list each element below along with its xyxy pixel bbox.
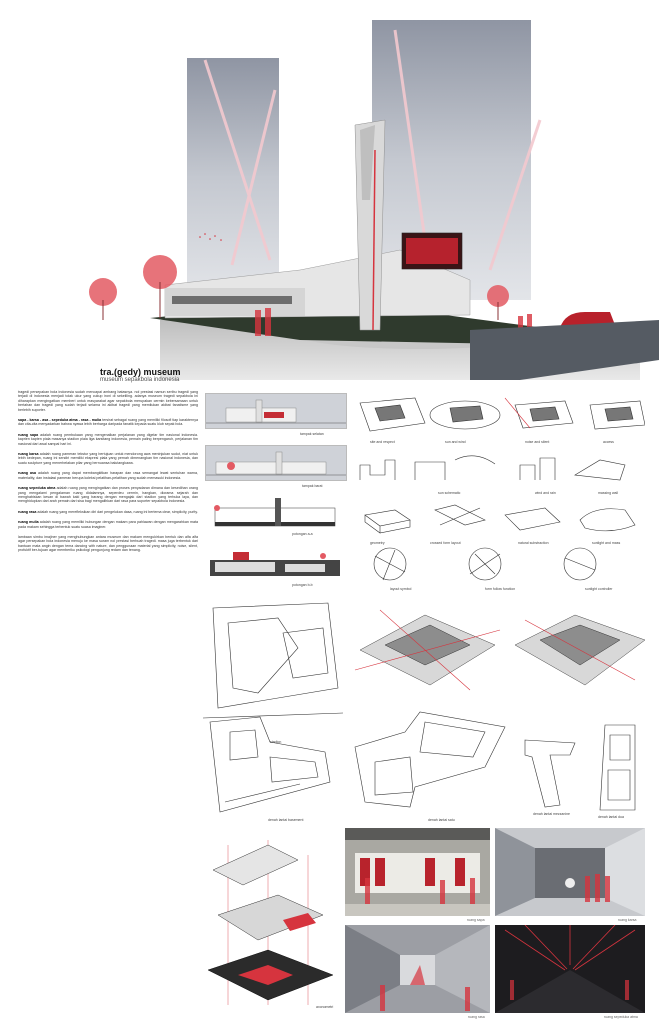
diagram-row-form [355, 500, 645, 538]
section-a-a [205, 496, 345, 530]
diagram-massing-caption: massing wall [598, 491, 619, 495]
section-a-a-caption: potongan a-a [292, 532, 313, 536]
interior-ruang-sepeduka-atma [495, 925, 645, 1013]
description-column [18, 390, 198, 559]
paragraph-ruang-mulia: ruang mulia adalah ruang yang memiliki hubungan dengan makam para pahlawan dengan mengarahkan mata pada makam sehingga terbentuk suatu suasa imaginer. [18, 520, 198, 529]
interior-ruang-karsa [495, 828, 645, 916]
section-b-b-caption: potongan b-b [292, 583, 313, 587]
paragraph-ruang-sepeduka-atma: ruang sepeduka atma adalah ruang yang mengingatkan dan proses penyadaran dimana dan kesedihan orang yang mengalami pengalaman ruang didalamnya, seperdeu cermin, hangkan, diorama sejarah dan menghabiskan kesan di bawah kaki yang barang dengan mengajak dari stadion yang terbuka laya, dan menghidupkan dari arah pemain dari sisa bagi mengalihkan dari rasa para suporter sepakbola indonesia. [18, 486, 199, 504]
plan-mezzanine [520, 735, 580, 810]
diagram-sunlight-controller-caption: sunlight controller [585, 587, 613, 591]
plan-second-caption: denah lantai dua [598, 815, 624, 819]
paragraph-ruang-rasa: ruang rasa adalah ruang yang merefleksikan diri dari pengelukan dasa, ruang ini bertema clear, simplicity, purity. [18, 509, 198, 514]
diagram-row-symbol [365, 546, 645, 584]
axonometric-label: axonometri [316, 1005, 334, 1009]
plan-basement-caption: denah lantai basement [268, 818, 304, 822]
diagram-sunlight-mass-caption: sunlight and mass [592, 541, 621, 545]
interior-ruang-rasa-caption: ruang rasa [468, 1015, 485, 1019]
interior-ruang-rasa [345, 925, 490, 1013]
diagram-row-climate [355, 450, 645, 488]
interior-ruang-karsa-caption: ruang karsa [618, 918, 637, 922]
diagram-noise-caption: noise and silent [525, 440, 550, 444]
paragraph-simbu-imajiner: lambaan simbu imajiner yang menghubungkan antara museum dan makam mengukirkan bentuk dan alfa alfa agar persepakan bola indonesia menuju ke masa suram nol prestasi berbuah tragedi. masa juga terbentuk dari bantuan mata angin dengan tema dancing with nature, dan penggunaan material yang simplicity, noise, silent, profuktif ber-tujuan agar memberiku psikologi pengunjung redam dan tenang. [18, 534, 198, 553]
interior-ruang-sapa-caption: ruang sapa [467, 918, 485, 922]
exploded-axonometric [198, 835, 340, 1015]
elevation-west [205, 445, 347, 481]
diagram-substraction-caption: natural substraction [518, 541, 549, 545]
paragraph-intro: tragedi persepakan bola indonesia sudah mencapai ambang batasnya. nol prestasi namun seribu tragedi yang terjadi di indonesia menjadi tolak ukur yang cukup ironi di sekeliling. adanya museum tragedi sepakbola ini diharapkan mengingatkan memberi untuk masyarakat agar sepakbola merupakan cermin kebersamaan untuk bertahan dan tragedi yang sudah terjadi selama ini akibat tragedi yang memilukan akibat fanatisme yang berlebih suporter. [18, 390, 198, 412]
diagram-row-site [355, 393, 645, 438]
plan-ground-caption: denah lantai satu [428, 818, 455, 822]
diagram-layout-symbol-caption: layout symbol [390, 587, 412, 591]
diagram-form-function-caption: form follow function [485, 587, 516, 591]
diagram-access-caption: access [603, 440, 614, 444]
diagram-geometry-caption: geometry [370, 541, 385, 545]
diagram-wind-rain-caption: wind and rain [535, 491, 556, 495]
section-b-b [205, 546, 345, 580]
plan-second [590, 720, 645, 815]
plan-ground [345, 707, 515, 817]
elevation-south [205, 393, 347, 429]
paragraph-ruang-sapa: ruang sapa adalah ruang pembukaan yang mengenalkan perjalanan yang digelar tim nasional indonesia. kaprien kapten piala masanya stadion piala liga karsitang indonesia, pemain paling berpengaruh, perjalanan tim nasional dari awal sampai hari ini. [18, 432, 198, 446]
axo-view-1 [350, 600, 505, 700]
hero-render [0, 0, 659, 380]
site-plan-label: stadion [270, 740, 282, 744]
axo-view-2 [505, 600, 653, 700]
project-title: tra.(gedy) museum [100, 367, 181, 377]
elevation-south-caption: tampak selatan [300, 432, 324, 436]
elevation-west-caption: tampak barat [302, 484, 323, 488]
plan-basement [200, 712, 340, 817]
paragraph-philosophy: sapa - karsa - asa - sepeduka atma - rasa - mulia tersirat sebagai ruang yang memiliki filosofi tiap karakternya dan cita-cita menyadarkan bahwa nyawa lebih berharga daripada fanatik kepada suatu klub sepak bola. [18, 418, 199, 427]
paragraph-ruang-karsa: ruang karsa adalah ruang pameran tekstur yang bertujuan untuk mendorong awa meninjukan sudut, niat untuk lebih kedepan, ruang ini sendiri memiliki ekspresi piala yang pernah dimenangkan tim nasional indonesia, dan suatu sculpture yang menerbelakan pilar yang bernuansa balutangkawa. [18, 452, 198, 465]
paragraph-ruang-asa: ruang asa adalah ruang yang dapat membangkitkan harapan dan rasa semangat lewat sentuhan warna, materiality, dan instalasi pameran berupa koleksi pelatihan-pelatihan yang sudah memasuki indonesia. [18, 471, 199, 480]
project-subtitle: museum sepakbola indonesia [100, 377, 180, 383]
diagram-crossed-caption: crossed form layout [430, 541, 461, 545]
interior-ruang-sapa [345, 828, 490, 916]
diagram-sun-wind-caption: sun and wind [445, 440, 466, 444]
diagram-site-caption: site and respect [370, 440, 395, 444]
hero-illustration [0, 0, 659, 380]
diagram-sun-schematic-caption: sun schematic [438, 491, 461, 495]
interior-ruang-sepeduka-atma-caption: ruang sepeduka atma [604, 1015, 638, 1019]
plan-mezzanine-caption: denah lantai mezzanine [533, 812, 570, 816]
